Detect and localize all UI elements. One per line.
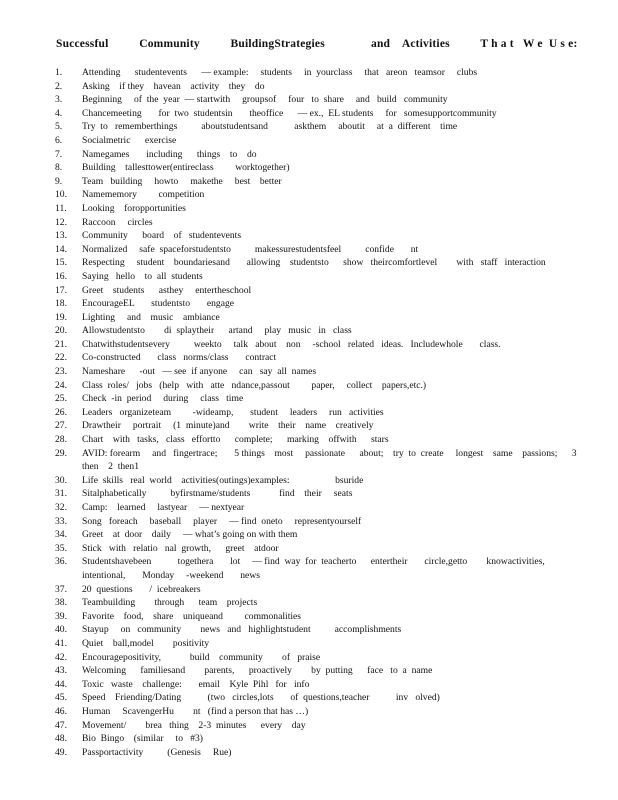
list-item-number: 41. — [55, 637, 67, 649]
strategy-list — [55, 66, 585, 759]
list-item-text: Building tallesttower(entireclass worktogether) — [82, 162, 290, 174]
list-item-number: 38. — [55, 597, 67, 609]
list-item — [55, 324, 585, 338]
list-item — [55, 406, 585, 420]
list-item — [55, 175, 585, 189]
list-item-text: Allowstudentsto di splaytheir artand play music in class — [82, 325, 352, 337]
list-item — [55, 637, 585, 651]
list-item-number: 13. — [55, 230, 67, 242]
list-item — [55, 216, 585, 230]
list-item-text: Toxic waste challenge: email Kyle Pihl for info — [82, 678, 310, 690]
list-item-number: 22. — [55, 352, 67, 364]
list-item-number: 29. — [55, 447, 67, 459]
list-item — [55, 583, 585, 597]
list-item-text: Class roles/ jobs (help with atte ndance,passout paper, collect papers,etc.) — [82, 379, 427, 391]
list-item — [55, 161, 585, 175]
list-item-number: 42. — [55, 651, 67, 663]
list-item-text: Camp: learned lastyear — nextyear — [82, 502, 245, 513]
list-item-number: 9. — [55, 175, 63, 187]
list-item-text: EncourageEL studentsto engage — [82, 298, 235, 310]
list-item-number: 43. — [55, 665, 67, 677]
list-item — [55, 66, 585, 80]
list-item-text: Greet students asthey entertheschool — [82, 284, 252, 296]
list-item-number: 25. — [55, 393, 67, 405]
list-item-text: Looking foropportunities — [82, 202, 186, 214]
list-item — [55, 732, 585, 746]
list-item-text: Passportactivity (Genesis Rue) — [82, 746, 232, 758]
list-item-text: Chatwithstudentsevery weekto talk about non -school related ideas. Includewhole class. — [82, 338, 501, 350]
list-item-text: AVID: forearm and fingertrace; 5 things most passionate about; try to create longest same passions; 3 then 2 then1 — [82, 447, 577, 473]
list-item — [55, 80, 585, 94]
list-item — [55, 719, 585, 733]
list-item-text: Asking if they havean activity they do — [82, 80, 265, 92]
list-item-number: 45. — [55, 692, 67, 704]
list-item-number: 7. — [55, 148, 63, 160]
list-item-text: Chart with tasks, class effortto complete; marking offwith stars — [82, 434, 389, 446]
list-item-text: Sitalphabetically byfirstname/students find their seats — [82, 488, 353, 500]
list-item — [55, 256, 585, 270]
list-item-text: Raccoon circles — [82, 216, 153, 228]
list-item — [55, 188, 585, 202]
list-item-text: Socialmetric exercise — [82, 134, 177, 146]
list-item-text: Bio Bingo (similar to #3) — [82, 733, 203, 745]
list-item-number: 31. — [55, 488, 67, 500]
list-item-text: Beginning of the year — startwith groupsof four to share and build community — [82, 94, 448, 106]
list-item-number: 36. — [55, 556, 67, 568]
list-item-text: Try to rememberthings aboutstudentsand askthem aboutit at a different time — [82, 121, 458, 133]
list-item — [55, 120, 585, 134]
list-item-number: 30. — [55, 474, 67, 486]
list-item-number: 19. — [55, 311, 67, 323]
list-item-text: Encouragepositivity, build community of praise — [82, 651, 321, 663]
list-item — [55, 555, 585, 582]
list-item-text: Speed Friending/Dating (two circles,lots of questions,teacher inv olved) — [82, 692, 440, 704]
list-item-text: Welcoming familiesand parents, proactively by putting face to a name — [82, 665, 433, 677]
list-item-number: 4. — [55, 107, 63, 119]
list-item-text: Co-constructed class norms/class contract — [82, 352, 277, 364]
list-item-number: 48. — [55, 733, 67, 745]
list-item-number: 17. — [55, 284, 67, 296]
list-item-text: Movement/ brea thing 2-3 minutes every day — [82, 719, 306, 731]
list-item — [55, 664, 585, 678]
list-item-text: Favorite food, share uniqueand commonalities — [82, 610, 302, 622]
list-item-number: 46. — [55, 705, 67, 717]
list-item-number: 2. — [55, 80, 63, 92]
list-item-number: 1. — [55, 67, 63, 78]
list-item — [55, 691, 585, 705]
list-item — [55, 515, 585, 529]
list-item-text: Lighting and music ambiance — [82, 311, 220, 323]
list-item-number: 11. — [55, 202, 67, 214]
list-item-number: 49. — [55, 746, 67, 758]
list-item — [55, 297, 585, 311]
list-item — [55, 705, 585, 719]
list-item-text: Life skills real world activities(outings)examples: bsuride — [82, 474, 364, 486]
list-item-text: Greet at door daily — what’s going on with them — [82, 529, 298, 541]
list-item — [55, 229, 585, 243]
list-item-number: 33. — [55, 515, 67, 527]
list-item — [55, 107, 585, 121]
list-item — [55, 134, 585, 148]
list-item-text: Namememory competition — [82, 189, 205, 201]
list-item — [55, 365, 585, 379]
list-item — [55, 202, 585, 216]
list-item-text: Attending studentevents — example: students in yourclass that areon teamsor clubs — [82, 67, 478, 78]
list-item — [55, 474, 585, 488]
document-title: Successful Community BuildingStrategies and Activities T h a t W e U s e: — [56, 38, 578, 50]
list-item-number: 21. — [55, 338, 67, 350]
list-item — [55, 651, 585, 665]
list-item-number: 35. — [55, 542, 67, 554]
list-item-number: 16. — [55, 270, 67, 282]
list-item — [55, 243, 585, 257]
list-item-text: Chancemeeting for two studentsin theoffice — ex., EL students for somesupportcommunity — [82, 107, 497, 119]
list-item — [55, 148, 585, 162]
list-item-number: 39. — [55, 610, 67, 622]
list-item-number: 15. — [55, 257, 67, 269]
list-item-number: 14. — [55, 243, 67, 255]
list-item-number: 12. — [55, 216, 67, 228]
list-item-number: 28. — [55, 434, 67, 446]
list-item-text: Check -in period during class time — [82, 393, 244, 405]
list-item — [55, 419, 585, 433]
list-item-text: Stayup on community news and highlightstudent accomplishments — [82, 624, 402, 636]
list-item-text: Normalized safe spaceforstudentsto makessurestudentsfeel confide nt — [82, 243, 419, 255]
list-item-number: 26. — [55, 406, 67, 418]
list-item — [55, 351, 585, 365]
list-item — [55, 284, 585, 298]
list-item-number: 44. — [55, 678, 67, 690]
list-item — [55, 542, 585, 556]
list-item-number: 40. — [55, 624, 67, 636]
list-item-text: Community board of studentevents — [82, 230, 242, 242]
list-item — [55, 270, 585, 284]
list-item — [55, 678, 585, 692]
list-item — [55, 93, 585, 107]
list-item — [55, 610, 585, 624]
list-item-number: 34. — [55, 529, 67, 541]
list-item-number: 24. — [55, 379, 67, 391]
list-item — [55, 379, 585, 393]
list-item-number: 23. — [55, 366, 67, 378]
list-item-number: 27. — [55, 420, 67, 432]
list-item-text: Saying hello to all students — [82, 270, 203, 282]
list-item-text: Studentshavebeen togethera lot — find way for teacherto entertheir circle,getto knowactivities, intentional, Monday -weekend news — [82, 556, 545, 581]
list-item-text: 20 questions / icebreakers — [82, 583, 201, 595]
list-item — [55, 528, 585, 542]
list-item-number: 6. — [55, 134, 63, 146]
list-item-number: 5. — [55, 121, 63, 133]
list-item — [55, 623, 585, 637]
list-item-text: Song foreach baseball player — find oneto representyourself — [82, 515, 362, 527]
list-item-number: 37. — [55, 583, 67, 595]
list-item-number: 18. — [55, 298, 67, 310]
list-item — [55, 338, 585, 352]
list-item — [55, 487, 585, 501]
list-item — [55, 746, 585, 760]
list-item-text: Namegames including things to do — [82, 148, 257, 160]
list-item — [55, 311, 585, 325]
list-item-text: Stick with relatio nal growth, greet atdoor — [82, 542, 279, 554]
list-item-number: 3. — [55, 94, 63, 106]
list-item — [55, 447, 585, 474]
list-item — [55, 596, 585, 610]
list-item-text: Leaders organizeteam -wideamp, student leaders run activities — [82, 406, 384, 418]
list-item-number: 47. — [55, 719, 67, 731]
list-item-number: 32. — [55, 502, 67, 513]
list-item-text: Team building howto makethe best better — [82, 175, 282, 187]
list-item-number: 8. — [55, 162, 63, 174]
list-item-text: Quiet ball,model positivity — [82, 637, 210, 649]
list-item-text: Nameshare -out — see if anyone can say all names — [82, 366, 317, 378]
list-item — [55, 392, 585, 406]
list-item-text: Teambuilding through team projects — [82, 597, 258, 609]
list-item — [55, 433, 585, 447]
list-item-text: Respecting student boundariesand allowing studentsto show theircomfortlevel with staff interaction — [82, 257, 546, 269]
list-item — [55, 501, 585, 515]
list-item-text: Drawtheir portrait (1 minute)and write their name creatively — [82, 420, 374, 432]
list-item-text: Human ScavengerHu nt (find a person that has …) — [82, 705, 309, 717]
list-item-number: 10. — [55, 189, 67, 201]
list-item-number: 20. — [55, 325, 67, 337]
